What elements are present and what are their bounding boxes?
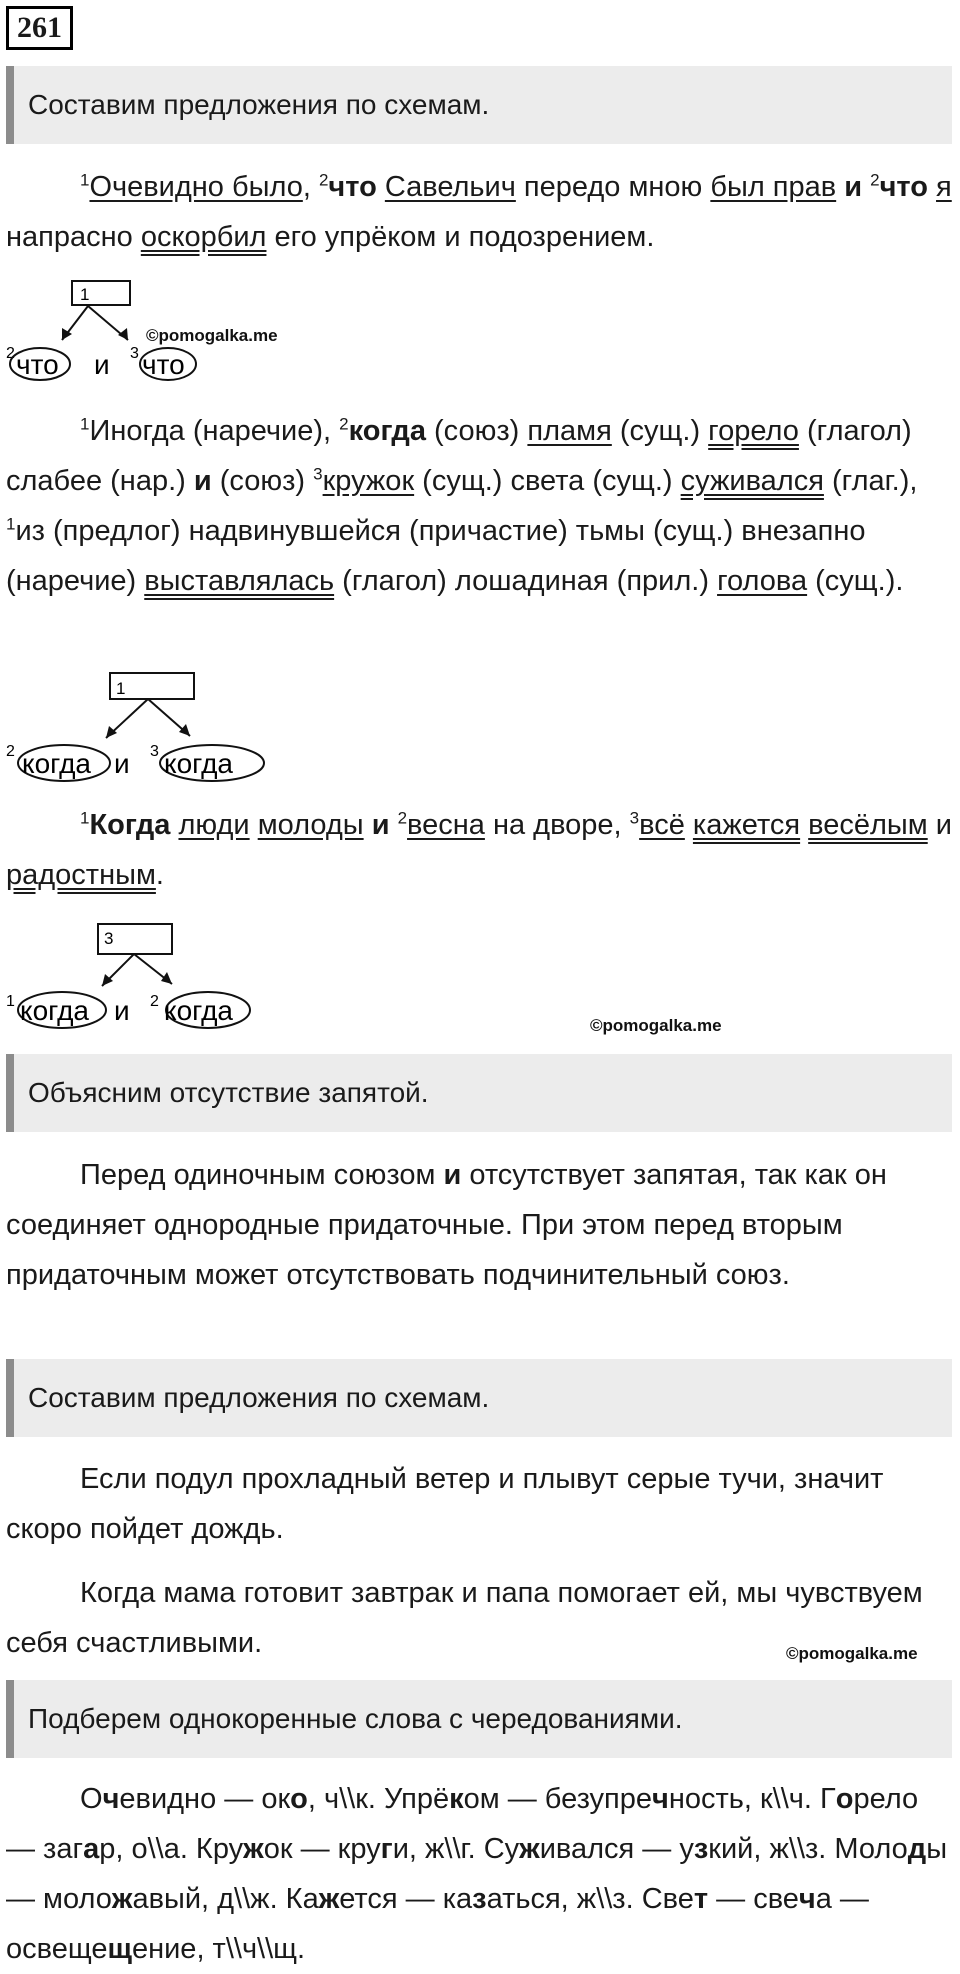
section-banner: Подберем однокоренные слова с чередованиями. <box>6 1680 952 1758</box>
roots-paragraph: Очевидно — око, ч\\к. Упрёком — безупречность, к\\ч. Горело — загар, о\\а. Кружок — круги, ж\\г. Суживался — узкий, ж\\з. Молоды — моложавый, д\\ж. Кажется — казаться, ж\\з. Свет — свеча — освещещение, т\\ч\\щ. <box>6 1783 948 1965</box>
section-banner: Составим предложения по схемам. <box>6 66 952 144</box>
section-banner: Объясним отсутствие запятой. <box>6 1054 952 1132</box>
svg-text:и: и <box>114 748 130 779</box>
svg-text:2: 2 <box>150 993 159 1010</box>
svg-text:3: 3 <box>104 929 114 948</box>
svg-text:3: 3 <box>150 743 159 760</box>
svg-text:1: 1 <box>80 285 90 304</box>
watermark: ©pomogalka.me <box>146 326 278 345</box>
svg-text:когда: когда <box>22 748 92 779</box>
example-sentence-2: Когда мама готовит завтрак и папа помогает ей, мы чувствуем себя счастливыми. <box>6 1577 923 1659</box>
svg-text:когда: когда <box>20 995 90 1026</box>
sentence-1: $^1$Очевидно было, $^2$что Савельич передо мною был прав и $^2$что я напрасно оскорбил его упрёком и подозрением. <box>6 170 952 253</box>
svg-text:2: 2 <box>6 743 15 760</box>
svg-text:когда: когда <box>164 995 234 1026</box>
svg-text:3: 3 <box>130 345 139 362</box>
svg-text:когда: когда <box>164 748 234 779</box>
scheme-2 <box>0 666 300 786</box>
svg-text:и: и <box>114 995 130 1026</box>
scheme-3 <box>0 914 300 1034</box>
svg-text:что: что <box>142 349 185 380</box>
svg-text:1: 1 <box>116 679 126 698</box>
svg-text:и: и <box>94 349 110 380</box>
sentence-2: $^1$Иногда (наречие), $^2$когда (союз) пламя (сущ.) горело (глагол) слабее (нар.) и (союз) $^3$кружок (сущ.) света (сущ.) суживался (глаг.), $^1$из (предлог) надвинувшейся (причастие) тьмы (сущ.) внезапно (наречие) выставлялась (глагол) лошадиная (прил.) голова (сущ.). <box>6 414 918 597</box>
watermark: ©pomogalka.me <box>590 1016 722 1035</box>
watermark: ©pomogalka.me <box>786 1644 918 1663</box>
svg-text:2: 2 <box>6 345 15 362</box>
example-sentence-1: Если подул прохладный ветер и плывут серые тучи, значит скоро пойдет дождь. <box>6 1463 884 1545</box>
svg-text:что: что <box>16 349 59 380</box>
section-banner: Составим предложения по схемам. <box>6 1359 952 1437</box>
task-number: 261 <box>6 6 73 50</box>
svg-text:1: 1 <box>6 993 15 1010</box>
sentence-3: $^1$Когда люди молоды и $^2$весна на дворе, $^3$всё кажется весёлым и радостным. <box>6 808 952 891</box>
explanation-paragraph: Перед одиночным союзом и отсутствует запятая, так как он соединяет однородные придаточные. При этом перед вторым придаточным может отсутствовать подчинительный союз. <box>6 1159 887 1291</box>
